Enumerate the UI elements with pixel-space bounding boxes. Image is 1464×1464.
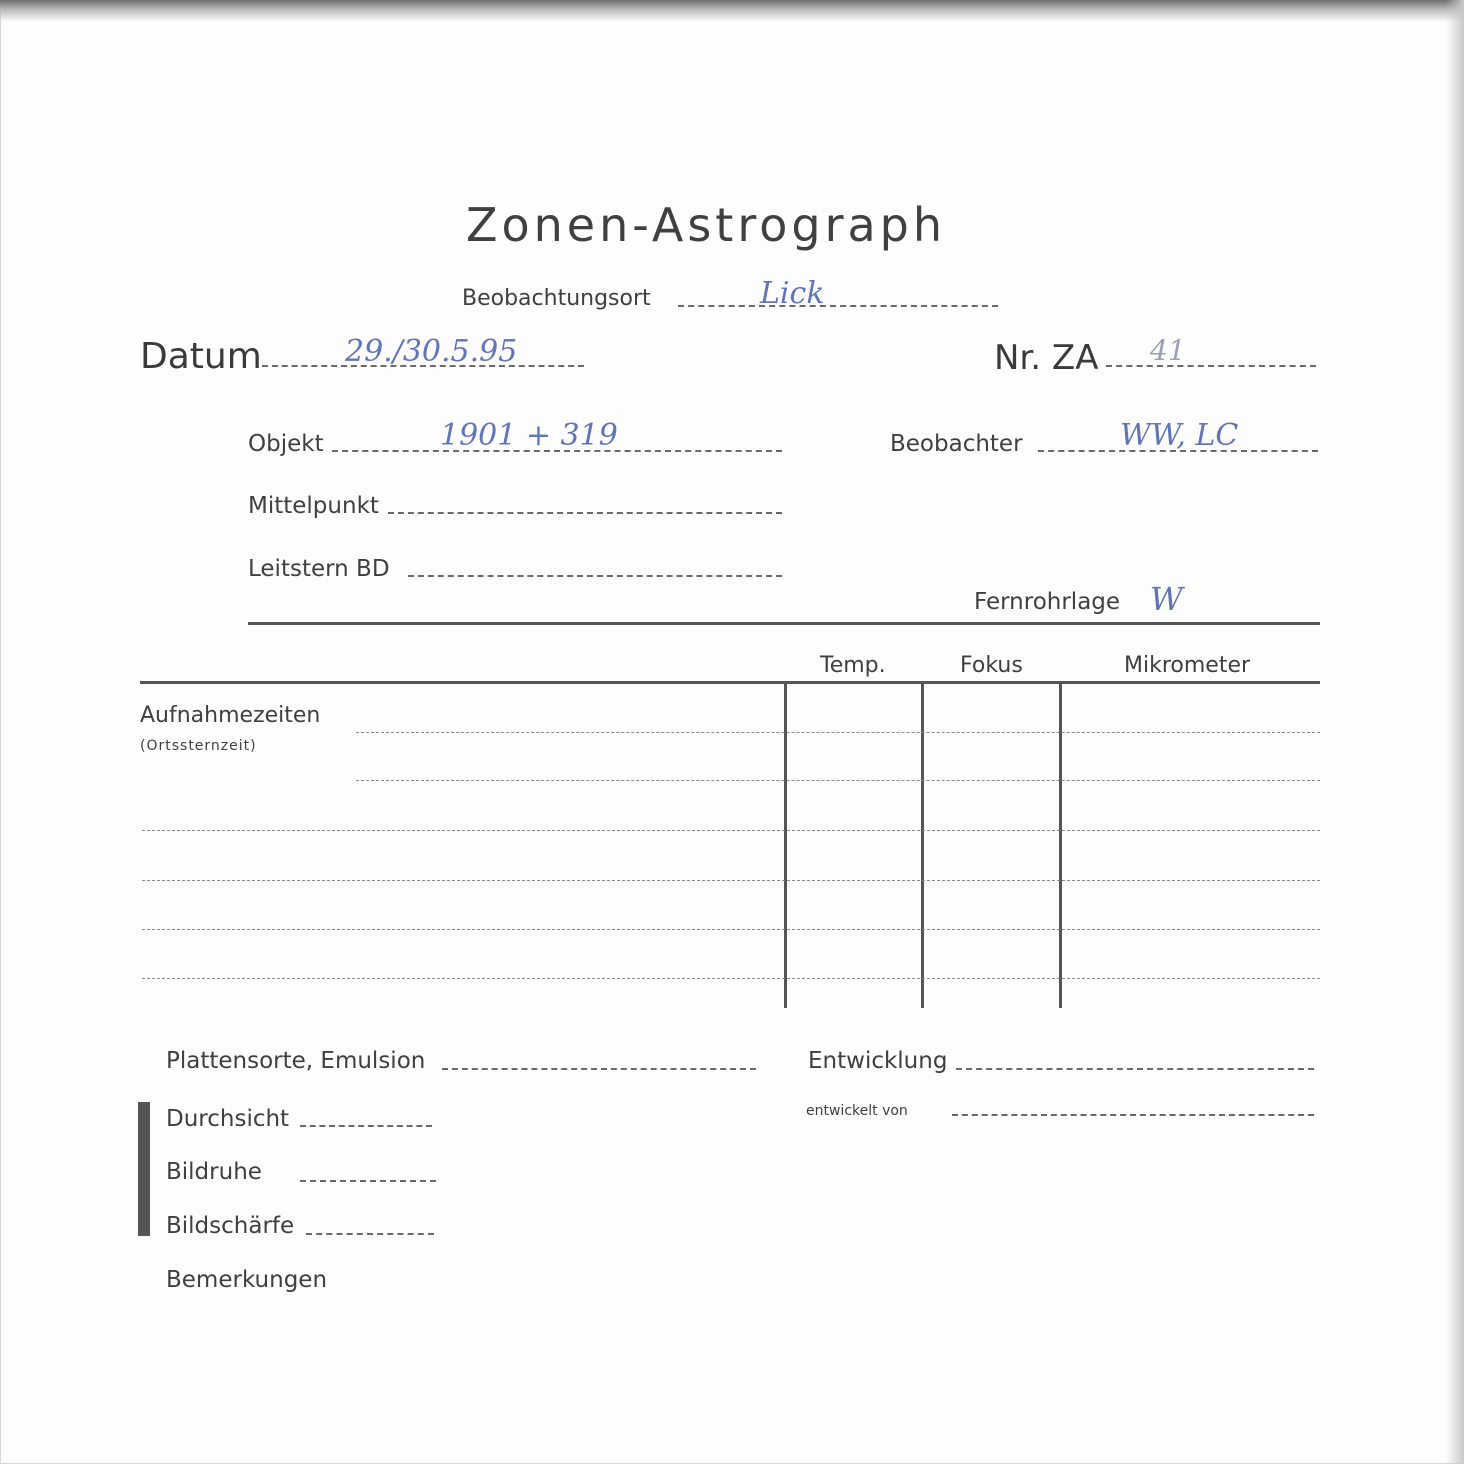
datum-value: 29./30.5.95 — [345, 334, 518, 369]
nr-za-line[interactable] — [1106, 365, 1316, 367]
entwicklung-label: Entwicklung — [808, 1048, 948, 1074]
plattensorte-line[interactable] — [442, 1068, 756, 1070]
objekt-value: 1901 + 319 — [440, 418, 618, 453]
mittelpunkt-line[interactable] — [388, 512, 782, 514]
datum-label: Datum — [140, 336, 262, 377]
entwickelt-von-label: entwickelt von — [806, 1103, 908, 1119]
table-row[interactable] — [142, 830, 1320, 831]
fernrohrlage-value: W — [1150, 580, 1183, 618]
bemerkungen-label: Bemerkungen — [166, 1267, 328, 1293]
durchsicht-line[interactable] — [300, 1125, 432, 1127]
leitstern-line[interactable] — [408, 575, 782, 577]
table-row[interactable] — [356, 732, 1320, 733]
column-header-temp: Temp. — [820, 653, 886, 678]
column-header-fokus: Fokus — [960, 653, 1023, 678]
quality-bracket-bar — [138, 1102, 150, 1236]
beobachter-label: Beobachter — [890, 431, 1023, 457]
bildschaerfe-line[interactable] — [306, 1233, 434, 1235]
aufnahmezeiten-label: Aufnahmezeiten — [140, 703, 321, 728]
bildruhe-label: Bildruhe — [166, 1159, 262, 1185]
bildschaerfe-label: Bildschärfe — [166, 1213, 295, 1239]
table-header-line — [140, 681, 1320, 684]
table-row[interactable] — [142, 880, 1320, 881]
scan-top-shadow — [0, 0, 1464, 22]
table-row[interactable] — [142, 929, 1320, 930]
scan-right-shadow — [1446, 0, 1464, 1464]
table-row[interactable] — [142, 978, 1320, 979]
beobachtungsort-label: Beobachtungsort — [462, 286, 651, 311]
beobachtungsort-line[interactable] — [678, 305, 998, 307]
form-title: Zonen-Astrograph — [466, 198, 947, 252]
bildruhe-line[interactable] — [300, 1180, 436, 1182]
nr-za-value: 41 — [1150, 334, 1186, 367]
plattensorte-label: Plattensorte, Emulsion — [166, 1048, 426, 1074]
ortssternzeit-label: (Ortssternzeit) — [140, 738, 257, 754]
column-header-mikrometer: Mikrometer — [1124, 653, 1251, 678]
mittelpunkt-label: Mittelpunkt — [248, 493, 379, 519]
entwickelt-von-line[interactable] — [952, 1114, 1314, 1116]
nr-za-label: Nr. ZA — [994, 338, 1099, 378]
section-divider — [248, 622, 1320, 625]
beobachtungsort-value: Lick — [760, 276, 825, 311]
entwicklung-line[interactable] — [956, 1068, 1314, 1070]
table-row[interactable] — [356, 780, 1320, 781]
objekt-label: Objekt — [248, 431, 324, 457]
fernrohrlage-label: Fernrohrlage — [974, 589, 1121, 615]
durchsicht-label: Durchsicht — [166, 1106, 290, 1132]
leitstern-label: Leitstern BD — [248, 556, 390, 582]
beobachter-value: WW, LC — [1120, 418, 1239, 453]
